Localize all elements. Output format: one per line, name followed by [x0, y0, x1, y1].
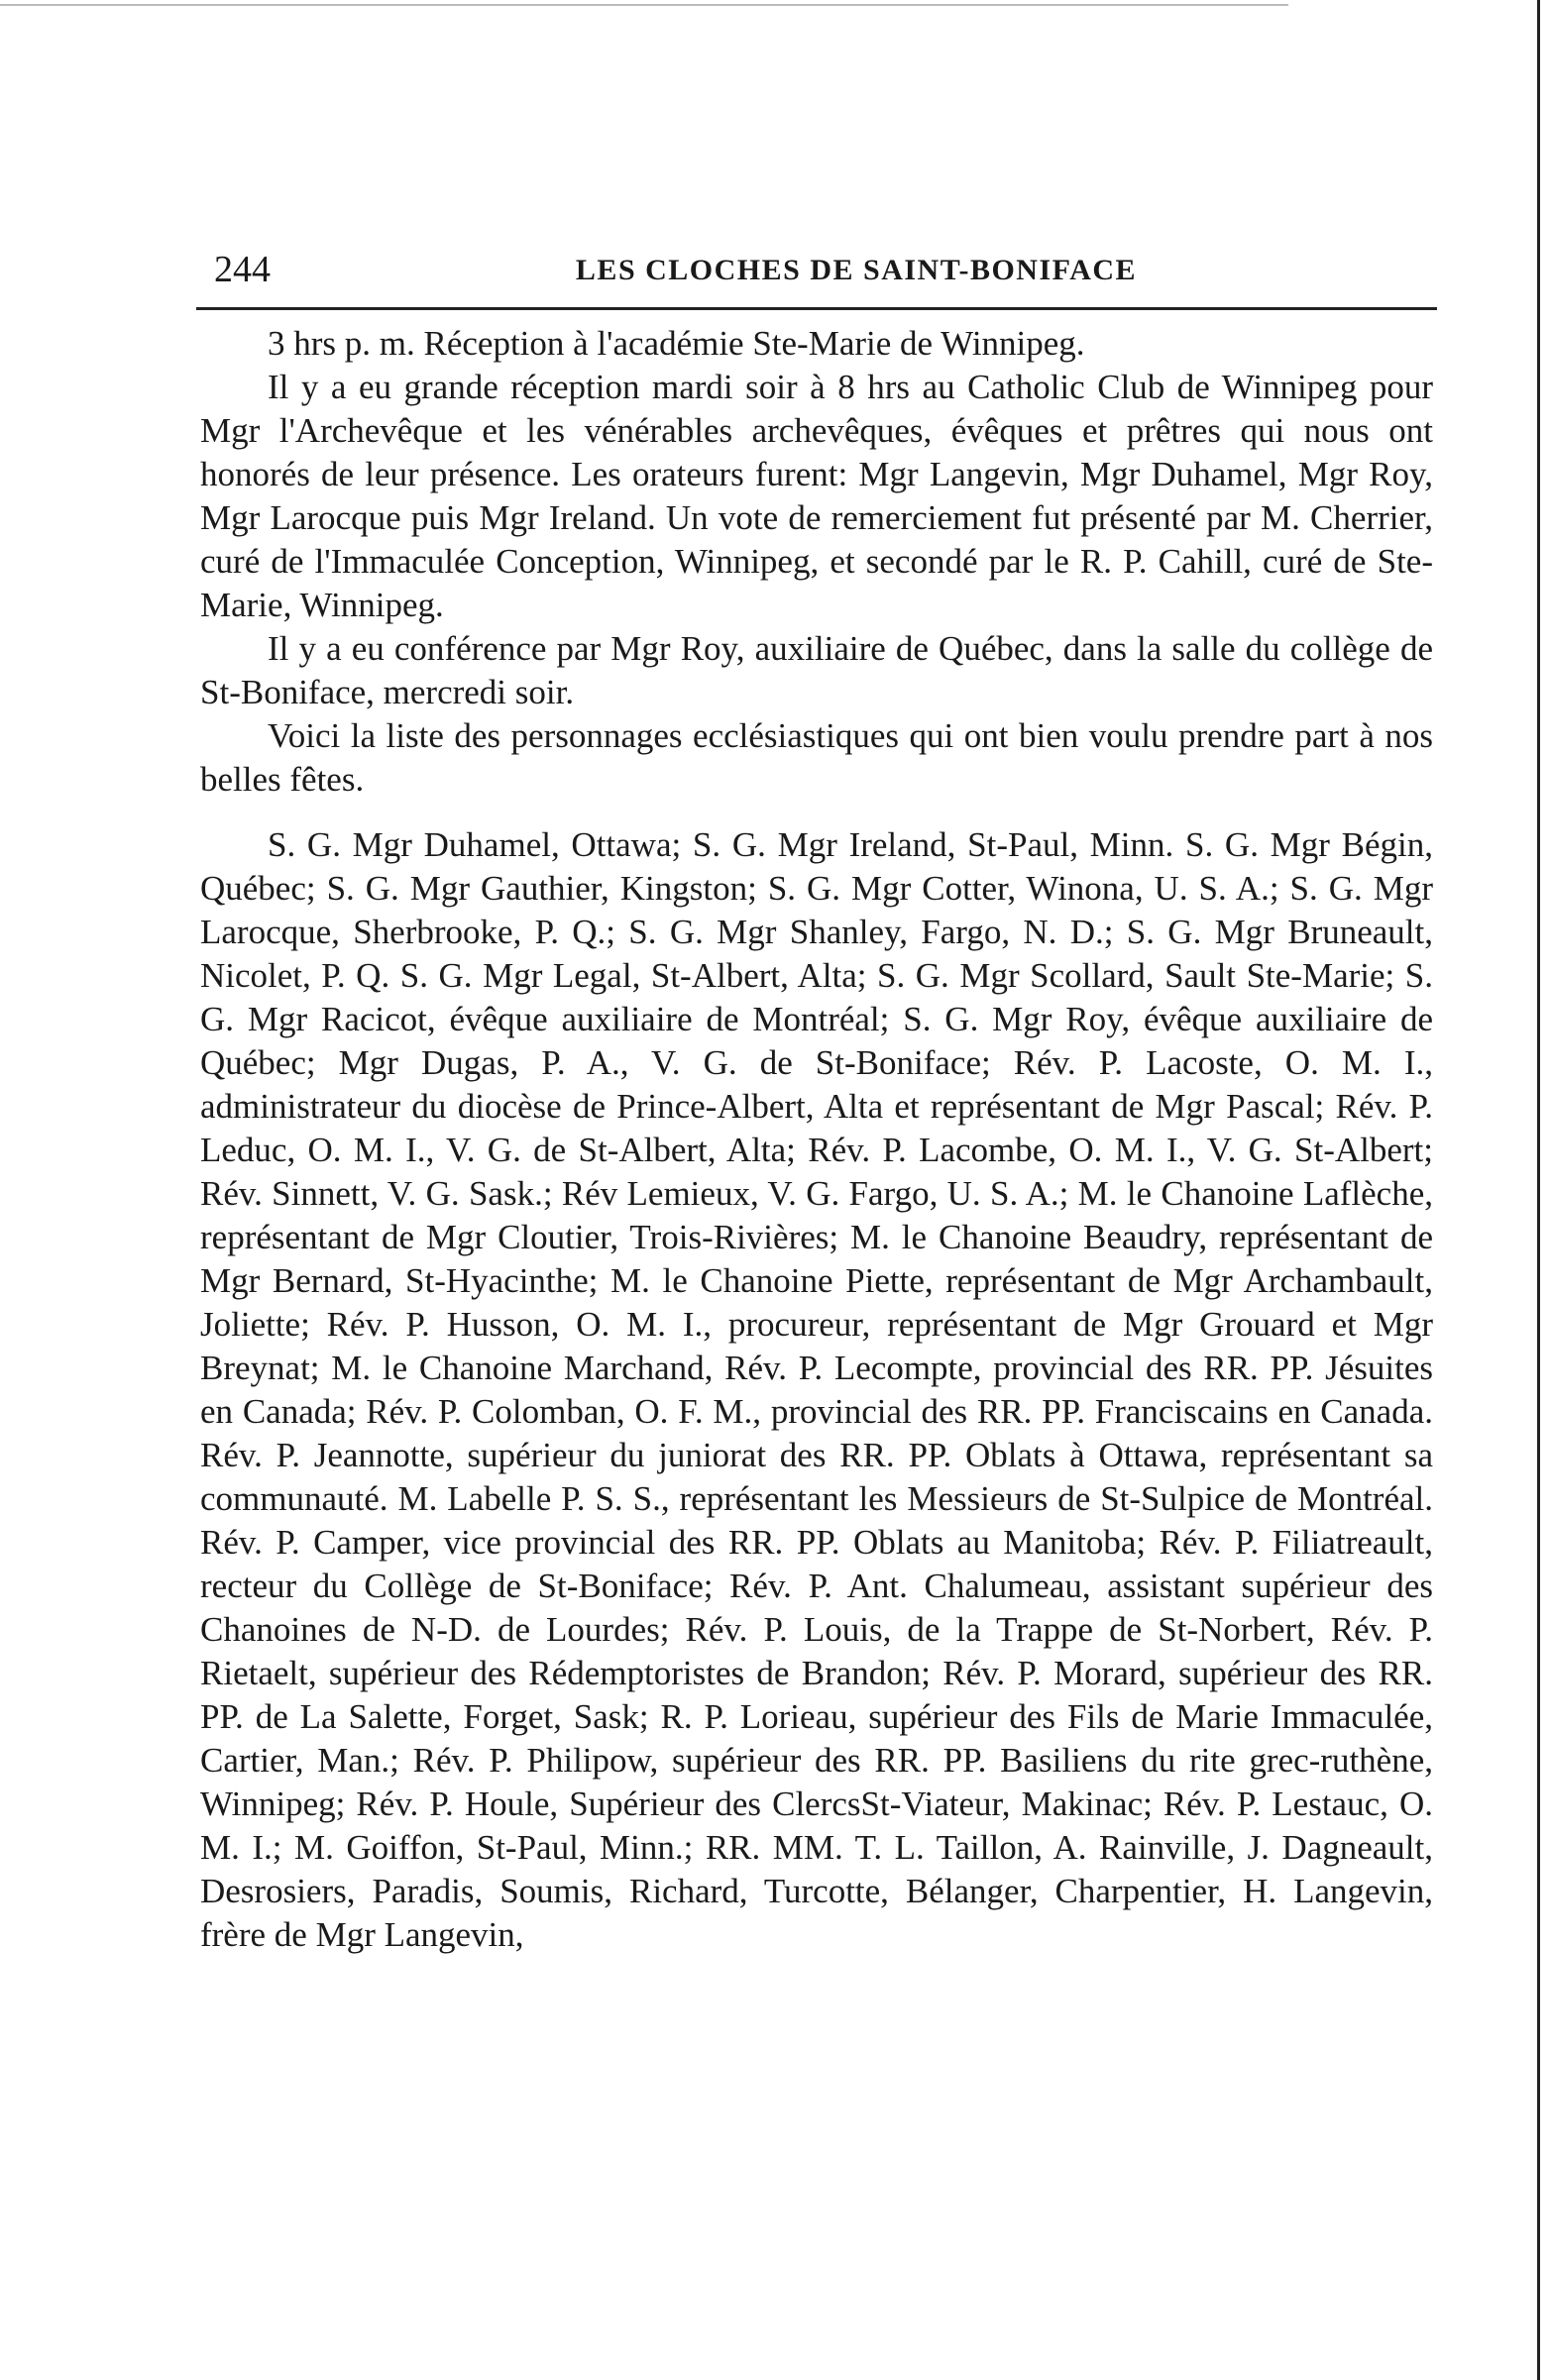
paragraph-list-intro: Voici la liste des personnages ecclésiastiques qui ont bien voulu prendre part à nos belles fêtes.	[200, 716, 1433, 799]
page-header	[196, 238, 1437, 297]
page-number: 244	[214, 249, 271, 290]
paragraph-reception: Il y a eu grande réception mardi soir à 8 hrs au Catholic Club de Winnipeg pour Mgr l'Archevêque et les vénérables archevêques, évêques et prêtres qui nous ont honorés de leur présence. Les orateurs furent: Mgr Langevin, Mgr Duhamel, Mgr Roy, Mgr Larocque puis Mgr Ireland. Un vote de remerciement fut présenté par M. Cherrier, curé de l'Immaculée Conception, Winnipeg, et secondé par le R. P. Cahill, curé de Ste-Marie, Winnipeg.	[200, 368, 1433, 624]
book-page	[196, 238, 1437, 1957]
paragraph-conference: Il y a eu conférence par Mgr Roy, auxiliaire de Québec, dans la salle du collège de St-Boniface, mercredi soir.	[200, 629, 1433, 711]
page-body	[196, 310, 1437, 1957]
scan-edge-mark	[0, 4, 1288, 6]
running-title: LES CLOCHES DE SAINT-BONIFACE	[575, 254, 1138, 286]
paragraph-attendee-list: S. G. Mgr Duhamel, Ottawa; S. G. Mgr Ireland, St-Paul, Minn. S. G. Mgr Bégin, Québec; S. G. Mgr Gauthier, Kingston; S. G. Mgr Cotter, Winona, U. S. A.; S. G. Mgr Larocque, Sherbrooke, P. Q.; S. G. Mgr Shanley, Fargo, N. D.; S. G. Mgr Bruneault, Nicolet, P. Q. S. G. Mgr Legal, St-Albert, Alta; S. G. Mgr Scollard, Sault Ste-Marie; S. G. Mgr Racicot, évêque auxiliaire de Montréal; S. G. Mgr Roy, évêque auxiliaire de Québec; Mgr Dugas, P. A., V. G. de St-Boniface; Rév. P. Lacoste, O. M. I., administrateur du diocèse de Prince-Albert, Alta et représentant de Mgr Pascal; Rév. P. Leduc, O. M. I., V. G. de St-Albert, Alta; Rév. P. Lacombe, O. M. I., V. G. St-Albert; Rév. Sinnett, V. G. Sask.; Rév Lemieux, V. G. Fargo, U. S. A.; M. le Chanoine Laflèche, représentant de Mgr Cloutier, Trois-Rivières; M. le Chanoine Beaudry, représentant de Mgr Bernard, St-Hyacinthe; M. le Chanoine Piette, représentant de Mgr Archambault, Joliette; Rév. P. Husson, O. M. I., procureur, représentant de Mgr Grouard et Mgr Breynat; M. le Chanoine Marchand, Rév. P. Lecompte, provincial des RR. PP. Jésuites en Canada; Rév. P. Colomban, O. F. M., provincial des RR. PP. Franciscains en Canada. Rév. P. Jeannotte, supérieur du juniorat des RR. PP. Oblats à Ottawa, représentant sa communauté. M. Labelle P. S. S., représentant les Messieurs de St-Sulpice de Montréal. Rév. P. Camper, vice provincial des RR. PP. Oblats au Manitoba; Rév. P. Filiatreault, recteur du Collège de St-Boniface; Rév. P. Ant. Chalumeau, assistant supérieur des Chanoines de N-D. de Lourdes; Rév. P. Louis, de la Trappe de St-Norbert, Rév. P. Rietaelt, supérieur des Rédemptoristes de Brandon; Rév. P. Morard, supérieur des RR. PP. de La Salette, Forget, Sask; R. P. Lorieau, supérieur des Fils de Marie Immaculée, Cartier, Man.; Rév. P. Philipow, supérieur des RR. PP. Basiliens du rite grec-ruthène, Winnipeg; Rév. P. Houle, Supérieur des ClercsSt-Viateur, Makinac; Rév. P. Lestauc, O. M. I.; M. Goiffon, St-Paul, Minn.; RR. MM. T. L. Taillon, A. Rainville, J. Dagneault, Desrosiers, Paradis, Soumis, Richard, Turcotte, Bélanger, Charpentier, H. Langevin, frère de Mgr Langevin,	[200, 825, 1433, 1954]
paragraph-schedule: 3 hrs p. m. Réception à l'académie Ste-Marie de Winnipeg.	[268, 324, 1085, 363]
page-edge-line	[1537, 0, 1540, 2380]
